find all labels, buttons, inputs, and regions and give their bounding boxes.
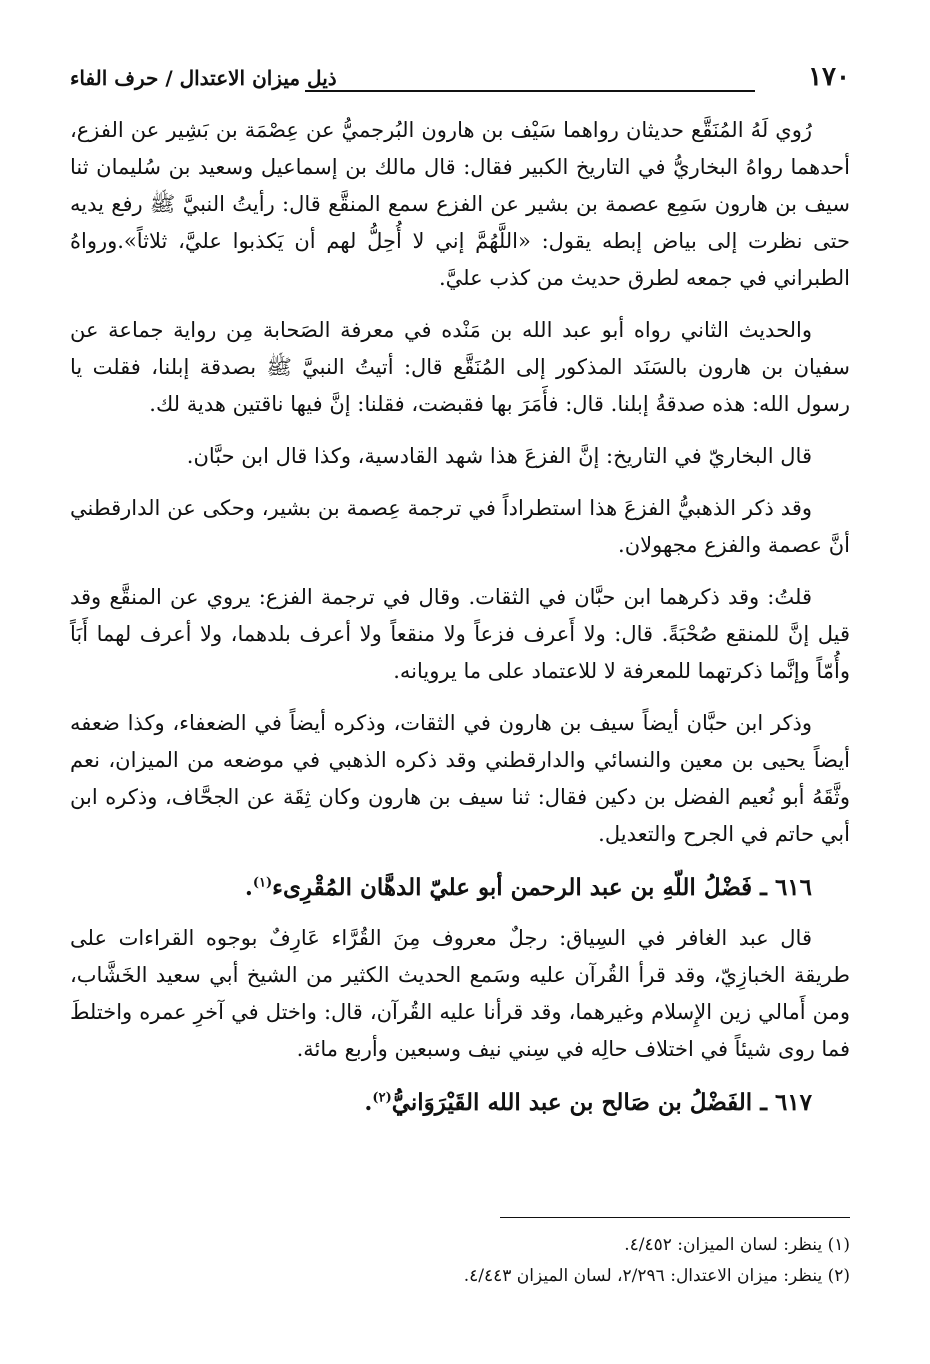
page-number: ١٧٠ [808,62,850,92]
page-body [70,112,850,1135]
entry-title-616: ٦١٦ ـ فَضْلُ اللّهِ بن عبد الرحمن أبو عليّ الدهَّان المُقْرِىء [272,874,812,901]
entry-heading-617: ٦١٧ ـ الفَضْلُ بن صَالح بن عبد الله القَيْرَوَانيُّ$^{(٢)}$. [364,1089,812,1116]
footnote-separator [500,1217,850,1218]
entry-heading-616: ٦١٦ ـ فَضْلُ اللّهِ بن عبد الرحمن أبو عليّ الدهَّان المُقْرِىء$^{(١)}$. [244,874,812,901]
paragraph-4: وقد ذكر الذهبيُّ الفزعَ هذا استطراداً في ترجمة عِصمة بن بشير، وحكى عن الدارقطني أنَّ عصمة والفزع مجهولان. [70,496,850,557]
footnote-ref-2: (٢) [372,1090,392,1106]
paragraph-5: قلتُ: وقد ذكرهما ابن حبَّان في الثقات. وقال في ترجمة الفزع: يروي عن المنقَّع وقد قيل إنَّ للمنقع صُحْبَةً. قال: ولا أَعرف فزعاً ولا منقعاً ولا أعرف بلدهما، ولا أعرف لهما أَبَاً وأُمّاً وإنَّما ذكرتهما للمعرفة لا للاعتماد على ما يرويانه. [70,585,850,683]
footnote-1: (١) ينظر: لسان الميزان: ٤/٤٥٢. [624,1235,850,1255]
header-rule [305,90,755,92]
paragraph-1: رُوي لَهُ المُنَقَّع حديثان رواهما سَيْف بن هارون البُرجميُّ عن عِصْمَة بن بَشِير عن الفزع، أحدهما رواهُ البخاريُّ في التاريخ الكبير فقال: قال مالك بن إسماعيل وسعيد بن سُليمان ثنا سيف بن هارون سَمِع عصمة بن بشير عن الفزع سمع المنقَّع قال: رأيتُ النبيَّ ﷺ رفع يديه حتى نظرت إلى بياض إبطه يقول: «اللَّهُمَّ إني لا أُحِلُّ لهم أن يَكذبوا عليَّ، ثلاثاً».ورواهُ الطبراني في جمعه لطرق حديث من كذب عليَّ. [70,118,851,290]
paragraph-2: والحديث الثاني رواه أبو عبد الله بن مَنْده في معرفة الصَحابة مِن رواية جماعة عن سفيان بن هارون بالسَنَد المذكور إلى المُنَقَّع قال: أتيتُ النبيَّ ﷺ بصدقة إبلنا، فقلت يا رسول الله: هذه صدقةُ إبلنا. قال: فأَمَرَ بها فقبضت، فقلنا: إنَّ فيها ناقتين هدية لك. [70,318,850,416]
footnote-2: (٢) ينظر: ميزان الاعتدال: ٢/٢٩٦، لسان الميزان ٤/٤٤٣. [463,1266,850,1286]
running-title: ذيل ميزان الاعتدال / حرف الفاء [70,66,337,90]
book-page [70,50,850,1330]
footnotes [70,1230,850,1292]
paragraph-3: قال البخاريّ في التاريخ: إنَّ الفزعَ هذا شهد القادسية، وكذا قال ابن حبَّان. [186,444,812,468]
entry-title-617: ٦١٧ ـ الفَضْلُ بن صَالح بن عبد الله القَيْرَوَانيُّ [391,1089,812,1116]
page-header [70,62,850,102]
paragraph-6: وذكر ابن حبَّان أيضاً سيف بن هارون في الثقات، وذكره أيضاً في الضعفاء، وكذا ضعفه أيضاً يحيى بن معين والنسائي والدارقطني وقد ذكره الذهبي في موضعه من الميزان، نعم وثَّقَهُ أبو نُعيم الفضل بن دكين فقال: ثنا سيف بن هارون وكان ثِقَة عن الجحَّاف، وذكره ابن أبي حاتم في الجرح والتعديل. [70,711,850,846]
footnote-ref-1: (١) [252,875,273,891]
paragraph-616: قال عبد الغافر في السِياق: رجلٌ معروف مِنَ القُرَّاء عَارِفٌ بوجوه القراءات على طريقة الخبازِيّ، وقد قرأ القُرآن عليه وسَمع الحديث الكثير من الشيخ أبي سعيد الخَشَّاب، ومن أَمالي زين الإِسلام وغيرهما، وقد قرأنا عليه القُرآن، قال: واختل في آخرِ عمره واختلطَ فما روى شيئاً في اختلاف حالِه في سِني نيف وسبعين وأربع مائة. [70,926,851,1061]
